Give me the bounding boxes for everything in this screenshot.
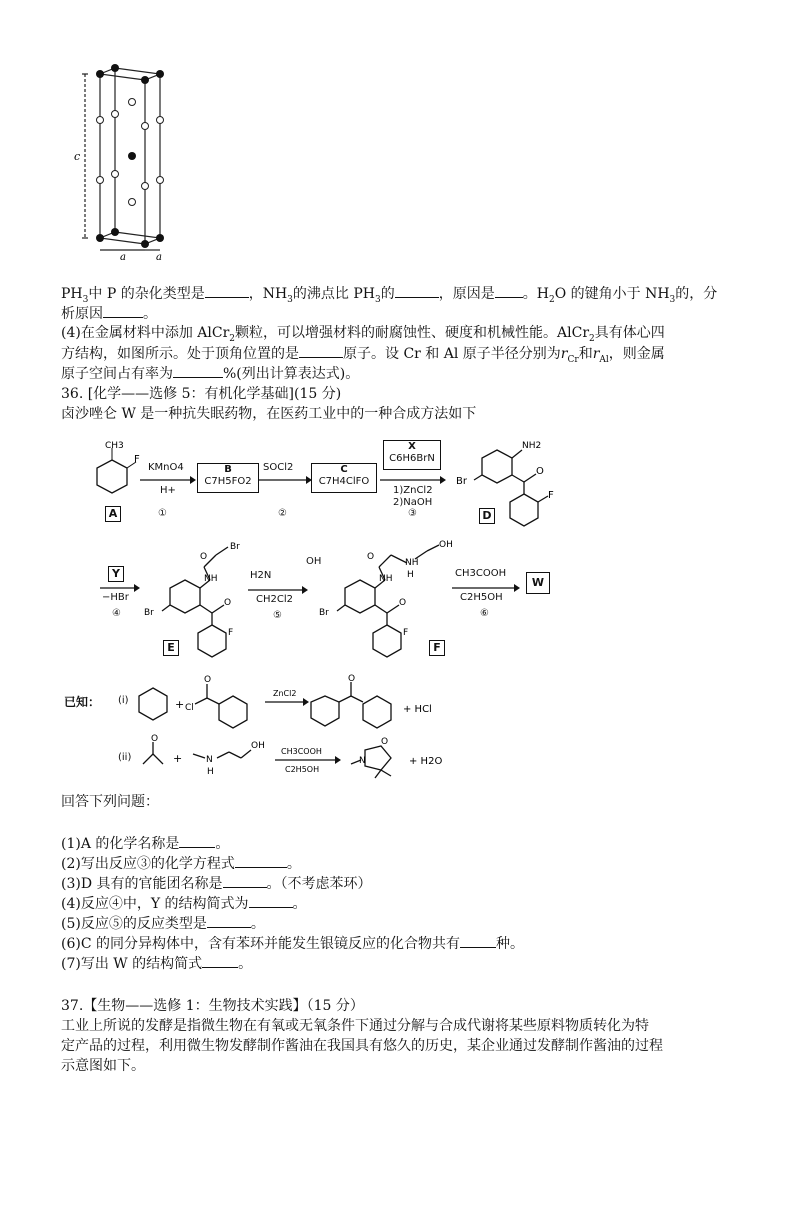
answer-blank[interactable] [249,893,293,908]
answer-blank[interactable] [179,833,215,848]
svg-text:+ HCl: + HCl [403,704,432,715]
arrow-4 [100,584,140,592]
q36-3: (3)D 具有的官能团名称是 。（不考虑苯环） [61,873,372,894]
q37-title: 37.【生物——选修 1：生物技术实践】（15 分） [61,998,364,1014]
structure-D [452,430,562,535]
svg-text:H: H [407,570,414,580]
q36-7: (7)写出 W 的结构简式 。 [61,953,252,974]
q35-line2: 析原因 。 [61,303,157,324]
q36-1: (1)A 的化学名称是 。 [61,833,229,854]
q36-title: 36. [化学——选修 5：有机化学基础](15 分) [61,386,342,402]
svg-text:H: H [207,767,214,777]
svg-text:O: O [200,552,208,562]
svg-text:Br: Br [230,542,240,552]
reagent-ch2cl2: CH2Cl2 [256,594,293,605]
box-B: B C7H5FO2 [197,463,259,493]
svg-text:O: O [204,675,212,685]
svg-text:O: O [224,598,232,608]
arrow-6 [452,584,520,592]
reagent-ch3cooh: CH3COOH [455,568,507,579]
reagent-kmno4: KMnO4 [148,462,184,473]
reagent-naoh: 2)NaOH [393,497,433,508]
svg-text:N: N [206,755,213,765]
answer-blank[interactable] [395,283,439,298]
svg-text:Br: Br [319,608,329,618]
arrow-1 [140,476,196,484]
svg-text:O: O [536,466,544,477]
reagent-h2n: H2N [250,570,272,581]
svg-text:OH: OH [251,741,265,751]
svg-text:OH: OH [439,540,453,550]
answer-blank[interactable] [235,853,287,868]
known-reaction-ii [135,730,475,780]
svg-text:Cl: Cl [185,703,194,713]
svg-text:+: + [173,752,183,765]
svg-text:F: F [548,490,554,501]
answer-blank[interactable] [205,283,249,298]
answer-blank[interactable] [299,343,343,358]
svg-text:NH: NH [204,574,218,584]
answer-prompt: 回答下列问题： [61,794,159,810]
step-5: ⑤ [273,610,282,621]
known-ii: (ii) [118,752,132,763]
label-F: F [429,640,445,656]
q35-line3: (4)在金属材料中添加 AlCr$_2$颗粒，可以增强材料的耐腐蚀性、硬度和机械性能。AlCr$_2$具有体心四 [61,325,665,344]
step-6: ⑥ [480,608,489,619]
svg-text:F: F [228,628,234,638]
svg-text:+ H2O: + H2O [409,756,443,767]
svg-text:O: O [399,598,407,608]
q36-intro: 卤沙唑仑 W 是一种抗失眠药物，在医药工业中的一种合成方法如下 [61,406,477,422]
answer-blank[interactable] [173,363,223,378]
svg-text:O: O [381,737,389,747]
svg-text:O: O [151,734,159,744]
q35-line1: $PH_3$中 P 的杂化类型是 ，$NH_3$的沸点比 $PH_3$的 ，原因是 。$H_2O$ 的键角小于 $NH_3$的，分 [61,283,717,310]
svg-text:N: N [359,756,366,766]
answer-blank[interactable] [207,913,251,928]
benzene-ring-A [92,440,142,500]
q35-line4: 方结构，如图所示。处于顶角位置的是 原子。设 Cr 和 Al 原子半径分别为$r_{Cr}$和$r_{Al}$，则金属 [61,343,665,370]
step-3: ③ [408,508,417,519]
step-2: ② [278,508,287,519]
label-a2: a [156,252,162,262]
known-reaction-i [135,672,475,732]
answer-blank[interactable] [495,283,523,298]
reagent-hbr: −HBr [102,592,129,603]
q36-6: (6)C 的同分异构体中，含有苯环并能发生银镜反应的化合物共有 种。 [61,933,524,954]
answer-blank[interactable] [202,953,238,968]
label-c: c [74,150,81,163]
reagent-oh: OH [306,556,322,567]
label-D: D [479,508,495,524]
known-label: 已知： [64,695,101,709]
structure-E [140,535,250,660]
label-a: a [120,252,126,262]
reagent-h: H+ [160,485,176,496]
svg-text:CH3: CH3 [105,441,124,451]
q37-para-2: 定产品的过程，利用微生物发酵制作酱油在我国具有悠久的历史，某企业通过发酵制作酱油的过程 [61,1038,663,1054]
svg-text:F: F [403,628,409,638]
reagent-socl2: SOCl2 [263,462,294,473]
label-A: A [105,506,121,522]
step-1: ① [158,508,167,519]
box-C: C C7H4ClFO [311,463,377,493]
svg-text:O: O [367,552,375,562]
svg-text:NH: NH [379,574,393,584]
svg-text:NH2: NH2 [522,441,542,451]
arrow-5 [248,586,308,594]
q36-5: (5)反应⑤的反应类型是 。 [61,913,265,934]
q36-2: (2)写出反应③的化学方程式 。 [61,853,301,874]
svg-text:Br: Br [144,608,154,618]
svg-text:ZnCl2: ZnCl2 [273,689,297,698]
q35-line5: 原子空间占有率为 %(列出计算表达式)。 [61,363,359,384]
svg-text:NH: NH [405,558,419,568]
q37-para-1: 工业上所说的发酵是指微生物在有氧或无氧条件下通过分解与合成代谢将某些原料物质转化为特 [61,1018,649,1034]
reagent-zncl2: 1)ZnCl2 [393,485,433,496]
box-Y: Y [108,566,124,582]
answer-blank[interactable] [460,933,496,948]
reagent-c2h5oh: C2H5OH [460,592,503,603]
svg-text:+: + [175,698,185,711]
known-i: (i) [118,695,129,706]
label-E: E [163,640,179,656]
svg-text:C2H5OH: C2H5OH [285,765,320,774]
svg-text:CH3COOH: CH3COOH [281,747,322,756]
box-X: X C6H6BrN [383,440,441,470]
svg-text:O: O [348,674,356,684]
box-W: W [526,572,550,594]
svg-text:Br: Br [456,476,467,487]
q37-para-3: 示意图如下。 [61,1058,145,1074]
svg-text:F: F [134,454,140,465]
q36-4: (4)反应④中，Y 的结构简式为 。 [61,893,307,914]
arrow-3 [380,476,446,484]
arrow-2 [258,476,312,484]
step-4: ④ [112,608,121,619]
answer-blank[interactable] [103,303,143,318]
crystal-structure-figure [60,62,180,262]
answer-blank[interactable] [223,873,267,888]
